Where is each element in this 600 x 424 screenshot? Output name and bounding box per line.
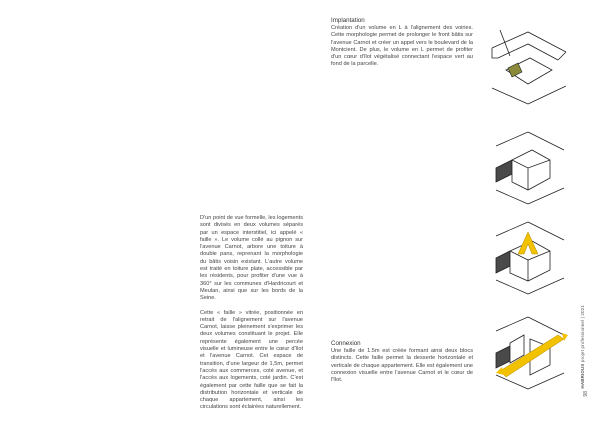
connexion-heading: Connexion — [331, 340, 361, 347]
implantation-section — [331, 17, 473, 69]
spine-label — [580, 305, 585, 389]
connexion-text: Une faille de 1.5m est créée formant ainsi deux blocs distincts. Cette faille permet la desserte horizontale et verticale de chaque appartement. Elle est également une connexion visuelle entre l'avenue Carnot et le cœur de l'îlot. — [331, 348, 473, 384]
connexion-section — [331, 340, 473, 384]
paragraph-faille: Cette « faille » vitrée, positionnée en retrait de l'alignement sur l'avenue Carnot, laisse pleinement s'exprimer les deux volumes constituant le projet. Elle représente également une percée visuelle et lumineuse entre le cœur d'îlot et l'avenue Carnot. Cet espace de transition, d'une largeur de 1,5m, permet l'accès aux commerces, coté avenue, et l'accès aux logements, coté jardin. C'est également par cette faille que se fait la distribution horizontale et verticale de chaque appartement, ainsi les circulations sont éclairées naturellement. — [200, 309, 303, 411]
spine-subtitle: projet professionnel | 2021 — [580, 305, 585, 363]
faille-connexion-diagram — [488, 313, 570, 391]
implantation-heading: Implantation — [331, 17, 365, 24]
parcel-highlight — [508, 63, 522, 77]
arrow-left-icon — [496, 367, 504, 375]
site-parcel-diagram — [488, 28, 570, 106]
spine-author: HABRIOUX — [580, 363, 585, 389]
light-connection-diagram — [488, 218, 570, 296]
l-volume-diagram — [488, 128, 570, 206]
implantation-text: Création d'un volume en L à l'alignement des voiries. Cette morphologie permet de prolonger le front bâtis sur l'avenue Carnot et créer un appel vers le boulevard de la Montcient. De plus, le volume en L permet de profiter d'un cœur d'îlot végétalisé connectant l'espace vert au fond de la parcelle. — [331, 25, 473, 68]
paragraph-formal-division: D'un point de vue formelle, les logements sont divisés en deux volumes séparés par un espace interstitiel, ici appelé « faille ». Le volume collé au pignon sur l'avenue Carnot, arbore une toiture à double pans, reprenant la morphologie du bâtis voisin existant. L'autre volume est traité en toiture plate, accessible par les résidents, pour profiter d'une vue à 360° sur les communes d'Hardricourt et Meulan, ainsi que sur les bords de la Seine. — [200, 215, 303, 302]
left-text-column — [200, 215, 303, 419]
page-number: 98 — [583, 391, 589, 397]
